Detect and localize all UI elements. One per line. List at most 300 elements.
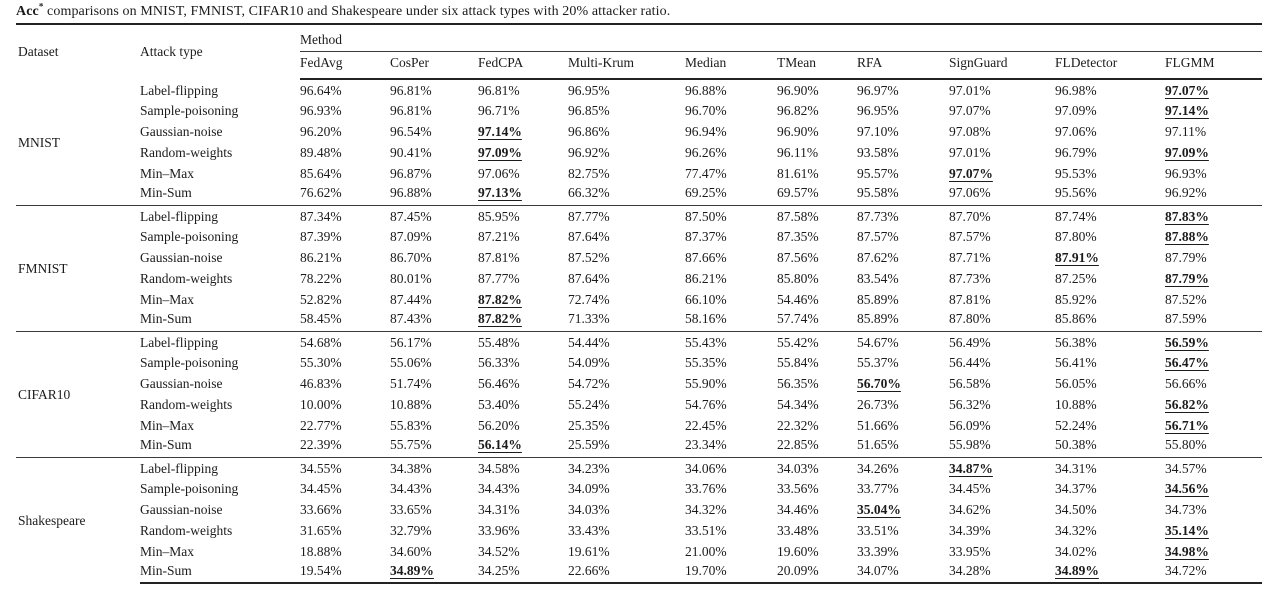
cell-mnist-min-sum-rfa — [857, 184, 949, 205]
value: 96.81% — [390, 102, 432, 118]
value: 19.60% — [777, 543, 819, 559]
attack-type-label: Sample-poisoning — [140, 102, 239, 118]
cell-fmnist-sample-poisoning-flgmm — [1165, 226, 1262, 247]
cell-shakespeare-gaussian-noise-rfa — [857, 499, 949, 520]
cell-shakespeare-sample-poisoning-fldetector — [1055, 478, 1165, 499]
value: 33.95% — [949, 543, 991, 559]
col-header-fldetector: FLDetector — [1055, 51, 1165, 79]
cell-shakespeare-gaussian-noise-median — [685, 499, 777, 520]
cell-cifar10-min-max-fedavg — [300, 415, 390, 436]
value: 87.81% — [478, 249, 520, 265]
value: 87.52% — [568, 249, 610, 265]
value: 46.83% — [300, 375, 342, 391]
value: 87.43% — [390, 311, 432, 327]
cell-mnist-min-max-tmean — [777, 163, 857, 184]
cell-shakespeare-random-weights-fldetector — [1055, 520, 1165, 541]
table-row — [16, 562, 1262, 583]
col-header-attack-type: Attack type — [140, 24, 300, 79]
table-caption — [16, 3, 1262, 21]
value: 19.61% — [568, 543, 610, 559]
best-value: 87.83% — [1165, 208, 1209, 224]
attack-type-label: Label-flipping — [140, 205, 300, 226]
value: 87.73% — [857, 208, 899, 224]
attack-type-label: Random-weights — [140, 522, 233, 538]
value: 96.93% — [300, 102, 342, 118]
best-value: 97.14% — [1165, 102, 1209, 118]
cell-fmnist-min-sum-cosper — [390, 310, 478, 331]
value: 85.89% — [857, 291, 899, 307]
value: 21.00% — [685, 543, 727, 559]
cell-fmnist-min-sum-median — [685, 310, 777, 331]
value: 96.82% — [777, 102, 819, 118]
value: 26.73% — [857, 396, 899, 412]
cell-cifar10-label-flipping-multi-krum — [568, 331, 685, 352]
cell-shakespeare-gaussian-noise-multi-krum — [568, 499, 685, 520]
best-value: 56.71% — [1165, 417, 1209, 433]
value: 87.21% — [478, 228, 520, 244]
value: 87.56% — [777, 249, 819, 265]
cell-fmnist-sample-poisoning-tmean — [777, 226, 857, 247]
cell-fmnist-min-max-tmean — [777, 289, 857, 310]
value: 34.26% — [857, 460, 899, 476]
cell-cifar10-min-sum-multi-krum — [568, 436, 685, 457]
cell-fmnist-min-max-signguard — [949, 289, 1055, 310]
cell-mnist-sample-poisoning-tmean — [777, 100, 857, 121]
cell-cifar10-label-flipping-median — [685, 331, 777, 352]
value: 56.33% — [478, 354, 520, 370]
value: 80.01% — [390, 270, 432, 286]
value: 96.81% — [390, 83, 432, 98]
cell-cifar10-sample-poisoning-fldetector — [1055, 352, 1165, 373]
cell-shakespeare-min-max-flgmm — [1165, 541, 1262, 562]
best-value: 87.79% — [1165, 270, 1209, 286]
value: 87.77% — [568, 208, 610, 224]
cell-cifar10-min-sum-median — [685, 436, 777, 457]
attack-type-label: Min-Sum — [140, 185, 192, 201]
value: 33.43% — [568, 522, 610, 538]
value: 56.05% — [1055, 375, 1097, 391]
value: 56.58% — [949, 375, 991, 391]
value: 87.52% — [1165, 291, 1207, 307]
table-row — [16, 394, 1262, 415]
value: 33.51% — [857, 522, 899, 538]
attack-type-label: Min-Sum — [140, 562, 300, 583]
cell-cifar10-label-flipping-tmean — [777, 331, 857, 352]
cell-cifar10-min-max-median — [685, 415, 777, 436]
cell-shakespeare-min-max-tmean — [777, 541, 857, 562]
cell-mnist-label-flipping-cosper — [390, 79, 478, 100]
value: 87.70% — [949, 208, 991, 224]
cell-fmnist-label-flipping-rfa — [857, 205, 949, 226]
value: 69.57% — [777, 185, 819, 201]
value: 97.06% — [1055, 123, 1097, 139]
caption-text: comparisons on MNIST, FMNIST, CIFAR10 and Shakespeare under six attack types with 20% attacker ratio. — [43, 4, 671, 19]
cell-cifar10-gaussian-noise-rfa — [857, 373, 949, 394]
cell-shakespeare-gaussian-noise-fedcpa — [478, 499, 568, 520]
value: 34.43% — [478, 480, 520, 496]
value: 87.79% — [1165, 249, 1207, 265]
value: 83.54% — [857, 270, 899, 286]
cell-fmnist-label-flipping-fedavg — [300, 205, 390, 226]
value: 34.23% — [568, 460, 610, 476]
cell-shakespeare-gaussian-noise-fldetector — [1055, 499, 1165, 520]
value: 52.82% — [300, 291, 342, 307]
cell-cifar10-min-sum-signguard — [949, 436, 1055, 457]
table-row — [16, 205, 1262, 226]
value: 34.06% — [685, 460, 727, 476]
value: 55.75% — [390, 437, 432, 453]
value: 56.44% — [949, 354, 991, 370]
cell-cifar10-sample-poisoning-fedcpa — [478, 352, 568, 373]
value: 55.24% — [568, 396, 610, 412]
cell-fmnist-random-weights-median — [685, 268, 777, 289]
attack-type-label: Min–Max — [140, 543, 194, 559]
cell-mnist-min-max-rfa — [857, 163, 949, 184]
value: 34.46% — [777, 501, 819, 517]
value: 55.42% — [777, 334, 819, 350]
value: 95.58% — [857, 185, 899, 201]
best-value: 56.14% — [478, 437, 522, 453]
cell-fmnist-label-flipping-tmean — [777, 205, 857, 226]
value: 34.60% — [390, 543, 432, 559]
value: 96.26% — [685, 144, 727, 160]
cell-cifar10-label-flipping-fedavg — [300, 331, 390, 352]
value: 54.67% — [857, 334, 899, 350]
attack-type-label: Min-Sum — [140, 437, 192, 453]
cell-cifar10-min-max-tmean — [777, 415, 857, 436]
cell-mnist-gaussian-noise-cosper — [390, 121, 478, 142]
cell-cifar10-min-max-signguard — [949, 415, 1055, 436]
value: 31.65% — [300, 522, 342, 538]
cell-fmnist-label-flipping-cosper — [390, 205, 478, 226]
value: 96.20% — [300, 123, 342, 139]
cell-cifar10-min-sum-fedcpa — [478, 436, 568, 457]
attack-type-label: Label-flipping — [140, 82, 218, 98]
cell-cifar10-gaussian-noise-fedcpa — [478, 373, 568, 394]
cell-cifar10-label-flipping-rfa — [857, 331, 949, 352]
cell-cifar10-min-sum-tmean — [777, 436, 857, 457]
cell-fmnist-random-weights-multi-krum — [568, 268, 685, 289]
cell-shakespeare-min-sum-multi-krum — [568, 562, 685, 583]
caption-metric: Acc — [16, 4, 39, 19]
value: 23.34% — [685, 437, 727, 453]
attack-type-label: Min–Max — [140, 417, 194, 433]
value: 87.81% — [949, 291, 991, 307]
best-value: 87.88% — [1165, 228, 1209, 244]
value: 72.74% — [568, 291, 610, 307]
value: 34.02% — [1055, 543, 1097, 559]
cell-shakespeare-random-weights-fedcpa — [478, 520, 568, 541]
cell-mnist-min-max-fedcpa — [478, 163, 568, 184]
value: 89.48% — [300, 144, 342, 160]
value: 97.01% — [949, 144, 991, 160]
cell-shakespeare-sample-poisoning-flgmm — [1165, 478, 1262, 499]
value: 90.41% — [390, 144, 432, 160]
value: 86.21% — [300, 249, 342, 265]
value: 54.76% — [685, 396, 727, 412]
cell-cifar10-random-weights-tmean — [777, 394, 857, 415]
value: 54.44% — [568, 334, 610, 350]
cell-shakespeare-min-sum-cosper — [390, 562, 478, 583]
value: 54.68% — [300, 334, 342, 350]
value: 87.35% — [777, 228, 819, 244]
value: 85.95% — [478, 208, 520, 224]
cell-fmnist-min-max-multi-krum — [568, 289, 685, 310]
dataset-label-shakespeare: Shakespeare — [16, 457, 140, 583]
cell-fmnist-gaussian-noise-multi-krum — [568, 247, 685, 268]
value: 96.92% — [1165, 185, 1207, 201]
value: 10.88% — [1055, 396, 1097, 412]
cell-shakespeare-sample-poisoning-signguard — [949, 478, 1055, 499]
cell-fmnist-sample-poisoning-fedcpa — [478, 226, 568, 247]
cell-mnist-min-max-median — [685, 163, 777, 184]
value: 10.00% — [300, 396, 342, 412]
cell-fmnist-sample-poisoning-fedavg — [300, 226, 390, 247]
best-value: 87.91% — [1055, 249, 1099, 265]
cell-mnist-gaussian-noise-flgmm — [1165, 121, 1262, 142]
value: 50.38% — [1055, 437, 1097, 453]
value: 34.58% — [478, 460, 520, 476]
col-header-dataset: Dataset — [16, 24, 140, 79]
value: 56.17% — [390, 334, 432, 350]
cell-fmnist-random-weights-tmean — [777, 268, 857, 289]
cell-fmnist-min-sum-tmean — [777, 310, 857, 331]
cell-shakespeare-label-flipping-cosper — [390, 457, 478, 478]
cell-mnist-min-sum-fldetector — [1055, 184, 1165, 205]
cell-fmnist-min-max-fedcpa — [478, 289, 568, 310]
cell-cifar10-min-max-fldetector — [1055, 415, 1165, 436]
value: 34.03% — [568, 501, 610, 517]
value: 58.45% — [300, 311, 342, 327]
value: 85.89% — [857, 311, 899, 327]
attack-type-label: Gaussian-noise — [140, 249, 223, 265]
value: 55.84% — [777, 354, 819, 370]
cell-mnist-gaussian-noise-fedavg — [300, 121, 390, 142]
attack-type-label: Sample-poisoning — [140, 480, 239, 496]
cell-fmnist-gaussian-noise-rfa — [857, 247, 949, 268]
cell-shakespeare-gaussian-noise-signguard — [949, 499, 1055, 520]
cell-mnist-gaussian-noise-tmean — [777, 121, 857, 142]
table-row — [16, 247, 1262, 268]
best-value: 35.14% — [1165, 522, 1209, 538]
value: 32.79% — [390, 522, 432, 538]
cell-mnist-min-max-multi-krum — [568, 163, 685, 184]
cell-mnist-gaussian-noise-median — [685, 121, 777, 142]
cell-fmnist-gaussian-noise-cosper — [390, 247, 478, 268]
best-value: 56.70% — [857, 375, 901, 391]
value: 87.50% — [685, 208, 727, 224]
cell-cifar10-sample-poisoning-signguard — [949, 352, 1055, 373]
value: 55.43% — [685, 334, 727, 350]
value: 55.30% — [300, 354, 342, 370]
cell-fmnist-min-sum-fedcpa — [478, 310, 568, 331]
value: 81.61% — [777, 165, 819, 181]
attack-type-label: Sample-poisoning — [140, 228, 239, 244]
col-header-multi-krum: Multi-Krum — [568, 51, 685, 79]
cell-fmnist-min-sum-fedavg — [300, 310, 390, 331]
value: 22.39% — [300, 437, 342, 453]
value: 97.01% — [949, 83, 991, 98]
cell-mnist-min-max-cosper — [390, 163, 478, 184]
value: 33.96% — [478, 522, 520, 538]
value: 97.11% — [1165, 123, 1207, 139]
value: 33.77% — [857, 480, 899, 496]
col-header-rfa: RFA — [857, 51, 949, 79]
cell-shakespeare-min-sum-flgmm — [1165, 562, 1262, 583]
value: 96.90% — [777, 83, 819, 98]
cell-mnist-random-weights-fldetector — [1055, 142, 1165, 163]
cell-fmnist-sample-poisoning-fldetector — [1055, 226, 1165, 247]
attack-type-label: Label-flipping — [140, 331, 300, 352]
cell-mnist-label-flipping-fldetector — [1055, 79, 1165, 100]
cell-mnist-sample-poisoning-multi-krum — [568, 100, 685, 121]
value: 54.09% — [568, 354, 610, 370]
cell-fmnist-min-sum-multi-krum — [568, 310, 685, 331]
cell-cifar10-min-max-flgmm — [1165, 415, 1262, 436]
value: 97.06% — [478, 165, 520, 181]
cell-cifar10-sample-poisoning-tmean — [777, 352, 857, 373]
cell-mnist-random-weights-multi-krum — [568, 142, 685, 163]
cell-mnist-min-sum-signguard — [949, 184, 1055, 205]
cell-cifar10-min-sum-cosper — [390, 436, 478, 457]
cell-shakespeare-min-sum-median — [685, 562, 777, 583]
cell-cifar10-gaussian-noise-cosper — [390, 373, 478, 394]
cell-cifar10-min-sum-fldetector — [1055, 436, 1165, 457]
value: 19.70% — [685, 563, 727, 578]
value: 51.65% — [857, 437, 899, 453]
cell-mnist-random-weights-fedcpa — [478, 142, 568, 163]
cell-shakespeare-sample-poisoning-median — [685, 478, 777, 499]
cell-shakespeare-label-flipping-median — [685, 457, 777, 478]
cell-mnist-label-flipping-median — [685, 79, 777, 100]
value: 55.83% — [390, 417, 432, 433]
cell-mnist-random-weights-tmean — [777, 142, 857, 163]
best-value: 56.82% — [1165, 396, 1209, 412]
cell-fmnist-sample-poisoning-multi-krum — [568, 226, 685, 247]
cell-shakespeare-min-sum-rfa — [857, 562, 949, 583]
value: 77.47% — [685, 165, 727, 181]
cell-cifar10-gaussian-noise-tmean — [777, 373, 857, 394]
cell-mnist-label-flipping-tmean — [777, 79, 857, 100]
value: 87.44% — [390, 291, 432, 307]
best-value: 56.59% — [1165, 334, 1209, 350]
cell-fmnist-sample-poisoning-cosper — [390, 226, 478, 247]
cell-shakespeare-min-max-signguard — [949, 541, 1055, 562]
cell-cifar10-sample-poisoning-cosper — [390, 352, 478, 373]
cell-mnist-label-flipping-multi-krum — [568, 79, 685, 100]
cell-fmnist-gaussian-noise-flgmm — [1165, 247, 1262, 268]
cell-cifar10-gaussian-noise-flgmm — [1165, 373, 1262, 394]
cell-cifar10-min-max-fedcpa — [478, 415, 568, 436]
cell-cifar10-random-weights-rfa — [857, 394, 949, 415]
value: 34.32% — [685, 501, 727, 517]
cell-shakespeare-label-flipping-fldetector — [1055, 457, 1165, 478]
table-row — [16, 499, 1262, 520]
value: 95.57% — [857, 165, 899, 181]
dataset-label-mnist: MNIST — [18, 134, 61, 150]
cell-fmnist-random-weights-rfa — [857, 268, 949, 289]
value: 34.55% — [300, 460, 342, 476]
value: 96.79% — [1055, 144, 1097, 160]
best-value: 97.09% — [478, 144, 522, 160]
cell-shakespeare-random-weights-rfa — [857, 520, 949, 541]
value: 10.88% — [390, 396, 432, 412]
col-header-signguard: SignGuard — [949, 51, 1055, 79]
value: 33.65% — [390, 501, 432, 517]
value: 22.45% — [685, 417, 727, 433]
value: 96.81% — [478, 83, 520, 98]
value: 96.11% — [777, 144, 819, 160]
value: 71.33% — [568, 311, 610, 327]
cell-shakespeare-random-weights-median — [685, 520, 777, 541]
cell-mnist-min-sum-tmean — [777, 184, 857, 205]
value: 34.31% — [1055, 460, 1097, 476]
cell-fmnist-min-max-fedavg — [300, 289, 390, 310]
cell-shakespeare-random-weights-tmean — [777, 520, 857, 541]
value: 87.25% — [1055, 270, 1097, 286]
table-body — [16, 79, 1262, 583]
cell-mnist-min-sum-multi-krum — [568, 184, 685, 205]
value: 96.86% — [568, 123, 610, 139]
cell-fmnist-gaussian-noise-tmean — [777, 247, 857, 268]
cell-shakespeare-label-flipping-fedavg — [300, 457, 390, 478]
value: 96.92% — [568, 144, 610, 160]
table-row — [16, 352, 1262, 373]
cell-fmnist-label-flipping-multi-krum — [568, 205, 685, 226]
value: 22.77% — [300, 417, 342, 433]
cell-mnist-random-weights-cosper — [390, 142, 478, 163]
value: 19.54% — [300, 563, 342, 578]
cell-shakespeare-sample-poisoning-multi-krum — [568, 478, 685, 499]
best-value: 34.87% — [949, 460, 993, 476]
value: 85.64% — [300, 165, 342, 181]
value: 33.39% — [857, 543, 899, 559]
value: 33.51% — [685, 522, 727, 538]
value: 55.80% — [1165, 437, 1207, 453]
cell-mnist-min-max-signguard — [949, 163, 1055, 184]
value: 96.93% — [1165, 165, 1207, 181]
value: 87.57% — [949, 228, 991, 244]
table-row — [16, 79, 1262, 100]
value: 96.90% — [777, 123, 819, 139]
cell-fmnist-min-max-median — [685, 289, 777, 310]
cell-shakespeare-min-sum-fldetector — [1055, 562, 1165, 583]
value: 34.52% — [478, 543, 520, 559]
cell-cifar10-min-sum-fedavg — [300, 436, 390, 457]
value: 97.07% — [949, 102, 991, 118]
value: 69.25% — [685, 185, 727, 201]
cell-fmnist-gaussian-noise-signguard — [949, 247, 1055, 268]
cell-shakespeare-min-max-cosper — [390, 541, 478, 562]
best-value: 97.07% — [1165, 83, 1209, 98]
results-table — [16, 23, 1262, 584]
value: 97.09% — [1055, 102, 1097, 118]
cell-mnist-sample-poisoning-cosper — [390, 100, 478, 121]
cell-shakespeare-min-sum-tmean — [777, 562, 857, 583]
value: 52.24% — [1055, 417, 1097, 433]
cell-shakespeare-random-weights-multi-krum — [568, 520, 685, 541]
cell-mnist-min-sum-flgmm — [1165, 184, 1262, 205]
cell-fmnist-min-max-fldetector — [1055, 289, 1165, 310]
value: 25.35% — [568, 417, 610, 433]
cell-fmnist-random-weights-fldetector — [1055, 268, 1165, 289]
value: 87.64% — [568, 228, 610, 244]
cell-fmnist-label-flipping-median — [685, 205, 777, 226]
value: 55.06% — [390, 354, 432, 370]
best-value: 97.07% — [949, 165, 993, 181]
value: 56.41% — [1055, 354, 1097, 370]
value: 86.21% — [685, 270, 727, 286]
